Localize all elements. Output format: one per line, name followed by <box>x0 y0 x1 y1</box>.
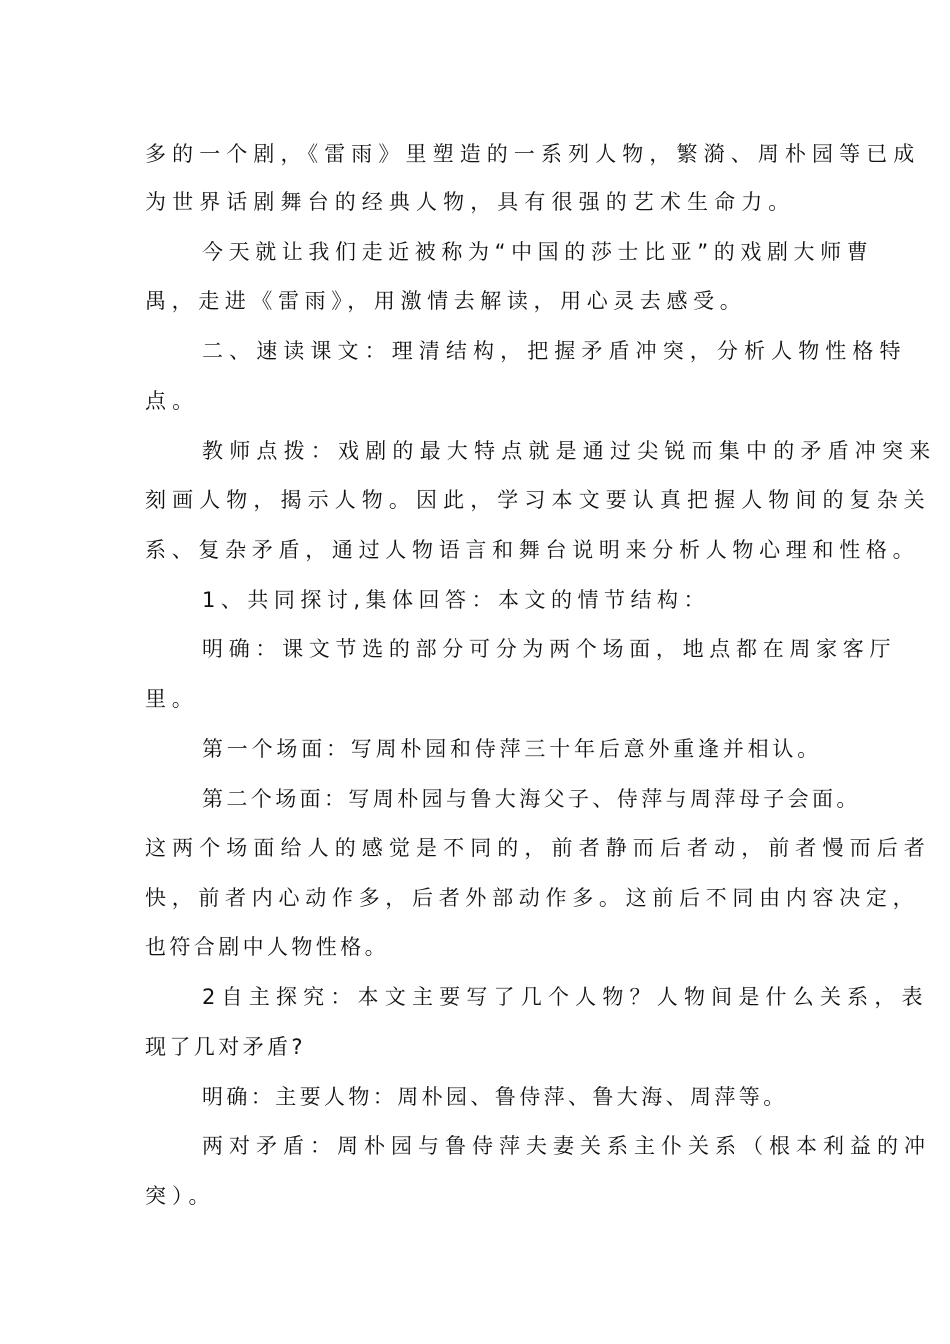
text-line: 明确：主要人物：周朴园、鲁侍萍、鲁大海、周萍等。 <box>202 1085 788 1109</box>
list-item: 2自主探究：本文主要写了几个人物？人物间是什么关系，表 <box>202 985 929 1009</box>
text-line: 突）。 <box>145 1184 216 1208</box>
text-line: 为世界话剧舞台的经典人物，具有很强的艺术生命力。 <box>145 190 796 214</box>
text-line: 两对矛盾：周朴园与鲁侍萍夫妻关系主仆关系（根本利益的冲 <box>202 1134 931 1158</box>
text-line: 系、复杂矛盾，通过人物语言和舞台说明来分析人物心理和性格。 <box>145 538 920 562</box>
text-line: 禺，走进《雷雨》，用激情去解读，用心灵去感受。 <box>145 289 747 313</box>
section-heading: 二、速读课文：理清结构，把握矛盾冲突，分析人物性格特 <box>202 339 907 363</box>
text-line: 点。 <box>145 389 200 413</box>
text-line: 也符合剧中人物性格。 <box>145 935 389 959</box>
text-line: 现了几对矛盾? <box>145 1035 306 1059</box>
text-line: 今天就让我们走近被称为“中国的莎士比亚”的戏剧大师曹 <box>202 240 874 264</box>
text-line: 刻画人物，揭示人物。因此，学习本文要认真把握人物间的复杂关 <box>145 488 931 512</box>
text-line: 快，前者内心动作多，后者外部动作多。这前后不同由内容决定， <box>145 886 920 910</box>
text-line: 教师点拨：戏剧的最大特点就是通过尖锐而集中的矛盾冲突来 <box>202 439 937 463</box>
text-line: 多的一个剧，《雷雨》里塑造的一系列人物，繁漪、周朴园等已成 <box>145 142 921 166</box>
text-line: 这两个场面给人的感觉是不同的，前者静而后者动，前者慢而后者 <box>145 836 931 860</box>
text-line: 明确：课文节选的部分可分为两个场面，地点都在周家客厅 <box>202 637 897 661</box>
text-line: 第一个场面：写周朴园和侍萍三十年后意外重逢并相认。 <box>202 737 822 761</box>
text-line: 里。 <box>145 687 199 711</box>
text-line: 第二个场面：写周朴园与鲁大海父子、侍萍与周萍母子会面。 <box>202 787 861 811</box>
list-item: 1、共同探讨,集体回答：本文的情节结构： <box>202 588 711 612</box>
